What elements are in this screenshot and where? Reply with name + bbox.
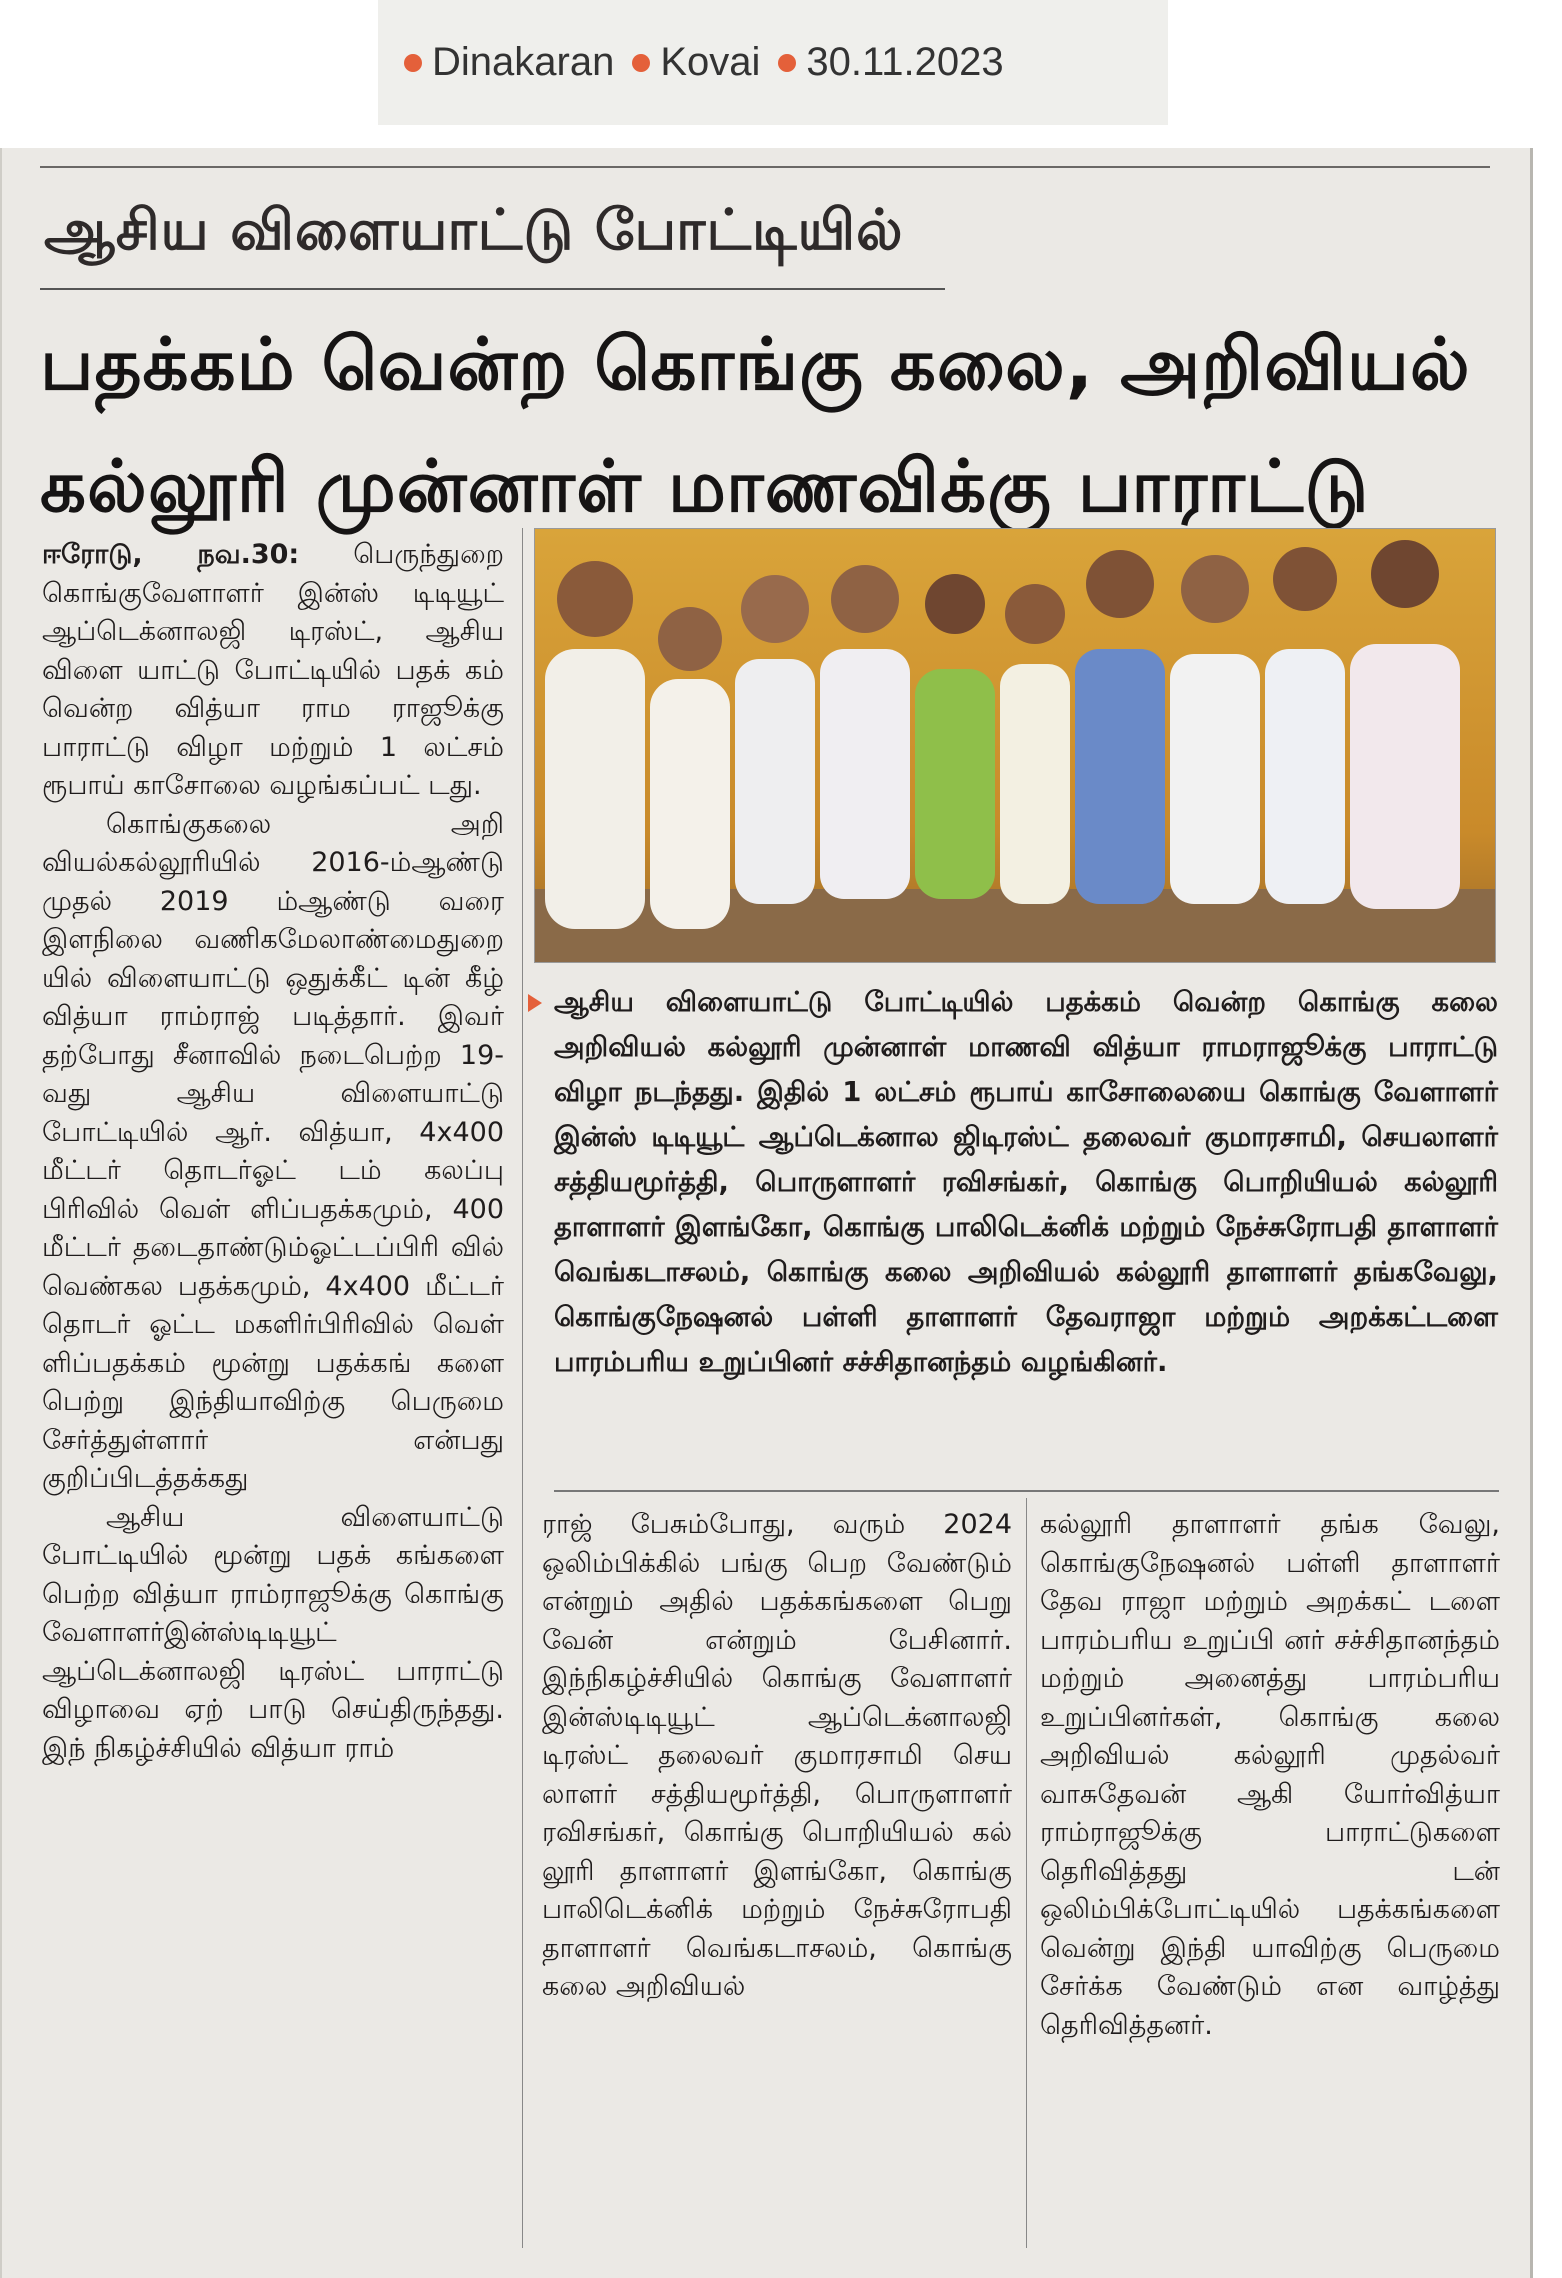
event-photo — [534, 528, 1496, 963]
article-paragraph-4: ராஜ் பேசும்போது, வரும் 2024 ஒலிம்பிக்கில் பங்கு பெற வேண்டும் என்றும் அதில் பதக்கங்களை பெறு வேன் என்றும் பேசினார். இந்நிகழ்ச்சியில் கொங்கு வேளாளர் இன்ஸ்டிடியூட் ஆப்டெக்னாலஜி டிரஸ்ட் தலைவர் குமாரசாமி செய லாளர் சத்தியமூர்த்தி, பொருளாளர் ரவிசங்கர், கொங்கு பொறியியல் கல் லூரி தாளாளர் இளங்கோ, கொங்கு பாலிடெக்னிக் மற்றும் நேச்சுரோபதி தாளாளர் வெங்கடாசலம், கொங்கு கலை அறிவியல் — [542, 1509, 1012, 2002]
column-rule-1 — [522, 528, 523, 2248]
group-photo-illustration — [535, 529, 1495, 962]
column-rule-2 — [1026, 1498, 1027, 2248]
caption-bottom-rule — [554, 1490, 1499, 1492]
bullet-dot-icon — [404, 54, 422, 72]
article-paragraph-5: கல்லூரி தாளாளர் தங்க வேலு, கொங்குநேஷனல் பள்ளி தாளாளர் தேவ ராஜா மற்றும் அறக்கட் டளை பாரம்பரிய உறுப்பி னர் சச்சிதானந்தம் மற்றும் அனைத்து பாரம்பரிய உறுப்பினர்கள், கொங்கு கலை அறிவியல் கல்லூரி முதல்வர் வாசுதேவன் ஆகி யோர்வித்யா ராம்ராஜூக்கு பாராட்டுகளை தெரிவித்தது டன் ஒலிம்பிக்போட்டியில் பதக்கங்களை வென்று இந்தி யாவிற்கு பெருமை சேர்க்க வேண்டும் என வாழ்த்து தெரிவித்தனர். — [1040, 1509, 1500, 2041]
source-edition: Kovai — [632, 40, 760, 85]
top-rule — [40, 166, 1490, 168]
source-date: 30.11.2023 — [778, 40, 1003, 85]
bullet-dot-icon — [632, 54, 650, 72]
article-column-1 — [42, 536, 504, 1768]
newspaper-clipping — [0, 148, 1533, 2278]
article-headline — [40, 303, 1500, 547]
article-kicker: ஆசிய விளையாட்டு போட்டியில் — [44, 198, 904, 263]
article-paragraph-1: ஈரோடு, நவ.30: பெருந்துறை கொங்குவேளாளர் இன்ஸ் டிடியூட் ஆப்டெக்னாலஜி டிரஸ்ட், ஆசிய விளை யாட்டு போட்டியில் பதக் கம் வென்ற வித்யா ராம ராஜூக்கு பாராட்டு விழா மற்றும் 1 லட்சம் ரூபாய் காசோலை வழங்கப்பட் டது. — [42, 539, 504, 801]
kicker-rule — [40, 288, 945, 290]
bullet-dot-icon — [778, 54, 796, 72]
caption-arrow-icon — [528, 994, 542, 1012]
article-column-3 — [1040, 1506, 1500, 2045]
headline-line-2: கல்லூரி முன்னாள் மாணவிக்கு பாராட்டு — [40, 444, 1370, 528]
article-paragraph-2: கொங்குகலை அறி வியல்கல்லூரியில் 2016-ம்ஆண்டு முதல் 2019 ம்ஆண்டு வரை இளநிலை வணிகமேலாண்மைதுறை யில் விளையாட்டு ஒதுக்கீட் டின் கீழ் வித்யா ராம்ராஜ் படித்தார். இவர் தற்போது சீனாவில் நடைபெற்ற 19-வது ஆசிய விளையாட்டு போட்டியில் ஆர். வித்யா, 4x400 மீட்டர் தொடர்ஓட் டம் கலப்பு பிரிவில் வெள் ளிப்பதக்கமும், 400 மீட்டர் தடைதாண்டும்ஓட்டப்பிரி வில் வெண்கல பதக்கமும், 4x400 மீட்டர் தொடர் ஓட்ட மகளிர்பிரிவில் வெள் ளிப்பதக்கம் மூன்று பதக்கங் களை பெற்று இந்தியாவிற்கு பெருமை சேர்த்துள்ளார் என்பது குறிப்பிடத்தக்கது — [42, 808, 504, 1494]
headline-line-1: பதக்கம் வென்ற கொங்கு கலை, அறிவியல் — [40, 322, 1471, 406]
photo-caption: ஆசிய விளையாட்டு போட்டியில் பதக்கம் வென்ற கொங்கு கலை அறிவியல் கல்லூரி முன்னாள் மாணவி வித்யா ராமராஜூக்கு பாராட்டு விழா நடந்தது. இதில் 1 லட்சம் ரூபாய் காசோலையை கொங்கு வேளாளர் இன்ஸ் டிடியூட் ஆப்டெக்னால ஜிடிரஸ்ட் தலைவர் குமாரசாமி, செயலாளர் சத்தியமூர்த்தி, பொருளாளர் ரவிசங்கர், கொங்கு பொறியியல் கல்லூரி தாளாளர் இளங்கோ, கொங்கு பாலிடெக்னிக் மற்றும் நேச்சுரோபதி தாளாளர் வெங்கடாசலம், கொங்கு கலை அறிவியல் கல்லூரி தாளாளர் தங்கவேலு, கொங்குநேஷனல் பள்ளி தாளாளர் தேவராஜா மற்றும் அறக்கட்டளை பாரம்பரிய உறுப்பினர் சச்சிதானந்தம் வழங்கினர். — [554, 980, 1498, 1385]
article-column-2 — [542, 1506, 1012, 2007]
dateline: ஈரோடு, நவ.30: — [42, 539, 300, 570]
source-paper: Dinakaran — [404, 40, 614, 85]
article-paragraph-3: ஆசிய விளையாட்டு போட்டியில் மூன்று பதக் கங்களை பெற்ற வித்யா ராம்ராஜூக்கு கொங்கு வேளாளர்இன்ஸ்டிடியூட் ஆப்டெக்னாலஜி டிரஸ்ட் பாராட்டு விழாவை ஏற் பாடு செய்திருந்தது. இந் நிகழ்ச்சியில் வித்யா ராம் — [42, 1501, 504, 1764]
clipping-source-tag — [378, 0, 1168, 125]
